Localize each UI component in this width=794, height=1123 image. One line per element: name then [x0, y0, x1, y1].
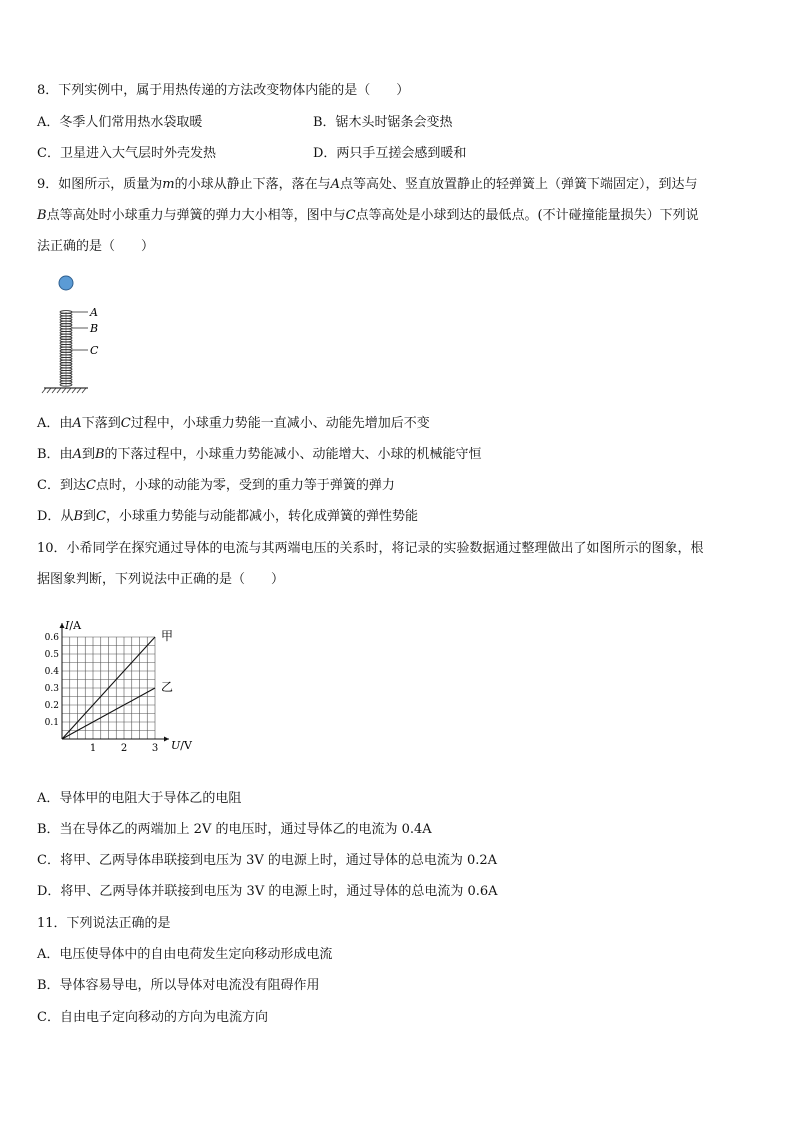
q10-option-a: A．导体甲的电阻大于导体乙的电阻 — [37, 791, 242, 806]
q11-stem: 11．下列说法正确的是 — [37, 916, 171, 931]
q8-option-c: C．卫星进入大气层时外壳发热 — [37, 146, 216, 161]
hatch-line — [72, 388, 76, 393]
q9-option-d: D．从B到C，小球重力势能与动能都减小，转化成弹簧的弹性势能 — [37, 509, 418, 524]
q9-stem-line1: 9．如图所示，质量为m的小球从静止下落，落在与A点等高处、竖直放置静止的轻弹簧上（弹簧下端固定），到达与 — [37, 177, 698, 192]
series-label-1: 甲 — [161, 629, 174, 643]
hatch-line — [62, 388, 66, 393]
hatch-line — [77, 388, 81, 393]
y-tick-label: 0.5 — [44, 650, 59, 660]
series-label-2: 乙 — [161, 680, 174, 694]
q11-option-c: C．自由电子定向移动的方向为电流方向 — [37, 1010, 268, 1025]
x-axis-label: U/V — [171, 739, 192, 752]
q10-option-b: B．当在导体乙的两端加上 2V 的电压时，通过导体乙的电流为 0.4A — [37, 822, 432, 837]
x-tick-label: 1 — [89, 743, 97, 754]
q10-stem-line2: 据图象判断，下列说法中正确的是（ ） — [37, 572, 285, 587]
hatch-line — [57, 388, 61, 393]
y-axis-label: I/A — [65, 619, 82, 632]
q9-stem-line3: 法正确的是（ ） — [37, 239, 155, 254]
label-b: B — [90, 322, 99, 335]
q9-option-a: A．由A下落到C过程中，小球重力势能一直减小、动能先增加后不变 — [37, 416, 430, 431]
ground-hatch — [42, 388, 86, 393]
x-tick-label: 3 — [151, 743, 159, 754]
hatch-line — [42, 388, 46, 393]
q10-option-d: D．将甲、乙两导体并联接到电压为 3V 的电源上时，通过导体的总电流为 0.6A — [37, 884, 498, 899]
q9-spring-figure — [36, 270, 116, 400]
q9-option-c: C．到达C点时，小球的动能为零，受到的重力等于弹簧的弹力 — [37, 478, 395, 493]
q11-option-a: A．电压使导体中的自由电荷发生定向移动形成电流 — [37, 947, 333, 962]
q10-iu-chart — [30, 612, 210, 758]
y-axis-arrow — [60, 623, 65, 628]
x-axis-arrow — [164, 737, 169, 742]
y-tick-label: 0.1 — [44, 718, 59, 728]
q10-option-c: C．将甲、乙两导体串联接到电压为 3V 的电源上时，通过导体的总电流为 0.2A — [37, 853, 498, 868]
label-a: A — [90, 306, 98, 319]
hatch-line — [67, 388, 71, 393]
y-tick-label: 0.3 — [44, 684, 59, 694]
label-c: C — [90, 344, 99, 357]
ball — [59, 276, 73, 290]
y-tick-label: 0.2 — [44, 701, 59, 711]
q8-stem: 8．下列实例中，属于用热传递的方法改变物体内能的是（ ） — [37, 83, 410, 98]
y-tick-label: 0.6 — [44, 633, 59, 643]
q9-stem-line2: B点等高处时小球重力与弹簧的弹力大小相等，图中与C点等高处是小球到达的最低点。(不计碰撞能量损失）下列说 — [37, 208, 699, 223]
hatch-line — [47, 388, 51, 393]
q8-option-d: D．两只手互搓会感到暖和 — [313, 146, 467, 161]
hatch-line — [52, 388, 56, 393]
q8-option-b: B．锯木头时锯条会变热 — [313, 115, 453, 130]
q10-stem-line1: 10．小希同学在探究通过导体的电流与其两端电压的关系时，将记录的实验数据通过整理做出了如图所示的图象，根 — [37, 541, 704, 556]
x-tick-label: 2 — [120, 743, 128, 754]
y-tick-label: 0.4 — [44, 667, 59, 677]
hatch-line — [82, 388, 86, 393]
q8-option-a: A．冬季人们常用热水袋取暖 — [37, 115, 203, 130]
q9-option-b: B．由A到B的下落过程中，小球重力势能减小、动能增大、小球的机械能守恒 — [37, 447, 482, 462]
q11-option-b: B．导体容易导电，所以导体对电流没有阻碍作用 — [37, 978, 320, 993]
